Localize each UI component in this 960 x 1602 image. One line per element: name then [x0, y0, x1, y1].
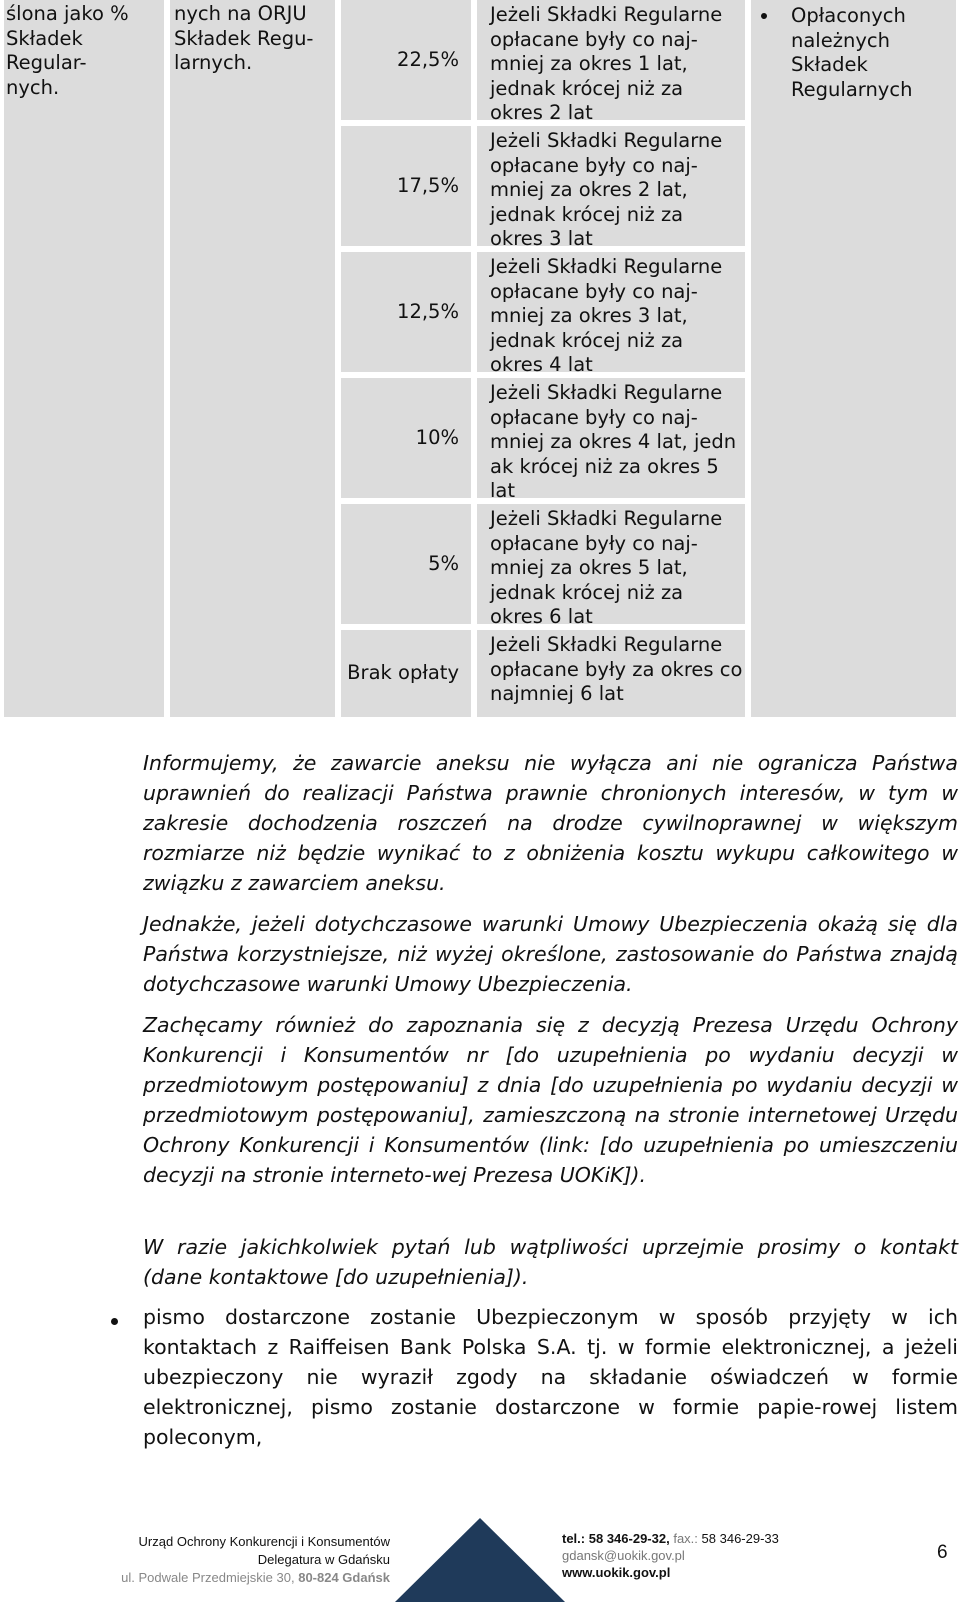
table-cell-percent: 22,5%	[341, 0, 471, 120]
table-cell-percent: 5%	[341, 504, 471, 624]
table-cell-condition: Jeżeli Składki Regularne opłacane były co naj- mniej za okres 3 lat, jednak krócej niż za okres 4 lat	[477, 252, 745, 372]
rate-table	[0, 0, 960, 720]
page-number: 6	[937, 1542, 948, 1563]
table-cell-condition: Jeżeli Składki Regularne opłacane były za okres co najmniej 6 lat	[477, 630, 745, 717]
paragraph-rights: Informujemy, że zawarcie aneksu nie wyłącza ani nie ogranicza Państwa uprawnień do realizacji Państwa prawnie chronionych interesów, w tym w zakresie dochodzenia roszczeń na drodze cywilnoprawnej w większym rozmiarze niż będzie wynikać to z obniżenia kosztu wykupu całkowitego w związku z zawarciem aneksu.	[143, 751, 958, 895]
footer-email[interactable]: gdansk@uokik.gov.pl	[562, 1548, 685, 1563]
table-cell-percent: 17,5%	[341, 126, 471, 246]
footer-org: Urząd Ochrony Konkurencji i Konsumentów	[138, 1534, 390, 1549]
table-cell-condition: Jeżeli Składki Regularne opłacane były co naj- mniej za okres 1 lat, jednak krócej niż za okres 2 lat	[477, 0, 745, 120]
uokik-logo-icon	[395, 1516, 565, 1602]
footer-www[interactable]: www.uokik.gov.pl	[562, 1565, 671, 1580]
table-cell-percent: Brak opłaty	[341, 630, 471, 717]
table-cell-condition: Jeżeli Składki Regularne opłacane były co naj- mniej za okres 2 lat, jednak krócej niż za okres 3 lat	[477, 126, 745, 246]
footer-branch: Delegatura w Gdańsku	[257, 1552, 390, 1567]
table-cell-col4-text: Opłaconych należnych Składek Regularnych	[791, 4, 913, 101]
footer-address: ul. Podwale Przedmiejskie 30, 80-824 Gdańsk	[121, 1570, 390, 1585]
footer-org-block	[90, 1533, 390, 1587]
table-cell-col1: ślona jako % Składek Regular- nych.	[4, 0, 164, 717]
paragraph-decision: Zachęcamy również do zapoznania się z decyzją Prezesa Urzędu Ochrony Konkurencji i Konsumentów nr [do uzupełnienia po wydaniu decyzji w przedmiotowym postępowaniu] z dnia [do uzupełnienia po wydaniu decyzji w przedmiotowym postępowaniu], zamieszczoną na stronie internetowej Urzędu Ochrony Konkurencji i Konsumentów (link: [do uzupełnienia po umieszczeniu decyzji na stronie interneto-wej Prezesa UOKiK]).	[143, 1013, 958, 1187]
table-cell-col4	[751, 0, 956, 717]
table-cell-percent: 12,5%	[341, 252, 471, 372]
footer-contact-block: tel.: 58 346-29-32, fax.: 58 346-29-33 gdansk@uokik.gov.pl www.uokik.gov.pl	[562, 1531, 779, 1580]
paragraph-contact: W razie jakichkolwiek pytań lub wątpliwości uprzejmie prosimy o kontakt (dane kontaktowe [do uzupełnienia]).	[143, 1235, 958, 1289]
bullet-icon	[111, 1318, 118, 1325]
table-cell-col2: nych na ORJU Składek Regu- larnych.	[170, 0, 335, 717]
paragraph-conditions: Jednakże, jeżeli dotychczasowe warunki Umowy Ubezpieczenia okażą się dla Państwa korzystniejsze, niż wyżej określone, zastosowanie do Państwa znajdą dotychczasowe warunki Umowy Ubezpieczenia.	[143, 912, 958, 996]
table-cell-condition: Jeżeli Składki Regularne opłacane były co naj- mniej za okres 5 lat, jednak krócej niż za okres 6 lat	[477, 504, 745, 624]
bullet-delivery: pismo dostarczone zostanie Ubezpieczonym w sposób przyjęty w ich kontaktach z Raiffeisen Bank Polska S.A. tj. w formie elektronicznej, a jeżeli ubezpieczony nie wyraził zgody na składanie oświadczeń w formie elektronicznej, pismo zostanie dostarczone w formie papie-rowej listem poleconym,	[143, 1305, 958, 1449]
table-cell-percent: 10%	[341, 378, 471, 498]
table-cell-condition: Jeżeli Składki Regularne opłacane były co naj- mniej za okres 4 lat, jedn ak krócej niż za okres 5 lat	[477, 378, 745, 498]
bullet-icon	[761, 13, 767, 19]
